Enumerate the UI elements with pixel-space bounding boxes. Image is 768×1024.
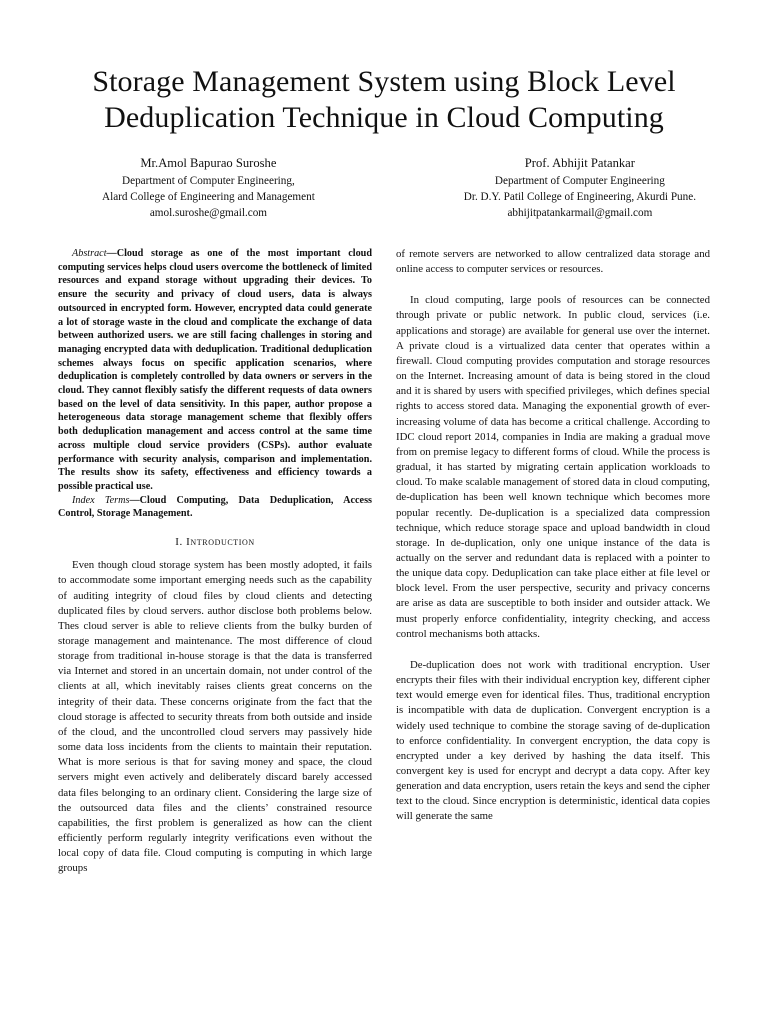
abstract-label: Abstract [72,248,107,259]
intro-paragraph-2: In cloud computing, large pools of resources can be connected through private or public network. In public cloud, services (i.e. applications and storage) are available for general use over the internet. A private cloud is a virtualized data center that operates within a firewall. Cloud computing provides computation and storage resources on the Internet. Increasing amount of data is being stored in the cloud and it is shared by users with specified privileges, which defines special rights to access stored data. Managing the exponential growth of ever-increasing volume of data has become a critical challenge. According to IDC cloud report 2014, companies in India are making a gradual move from on premise legacy to different forms of cloud. While the process is gradual, it has started by migrating certain application workloads to cloud. To make scalable management of stored data in cloud computing, de-duplication has been well known technique which becomes more popular recently. De-duplication is a specialized data compression technique, which reduce storage space and upload bandwidth in cloud storage. In de-duplication, only one unique instance of the data is actually on the server and redundant data is replaced with a pointer to the unique data copy. Deduplication can take place either at file level or block level. From the user perspective, security and privacy concerns are arise as data are susceptible to both insider and outsider attack. We must properly enforce confidentiality, integrity checking, and access control mechanisms both attacks. [396,294,710,640]
author-department: Department of Computer Engineering [494,175,665,187]
left-column [58,247,372,877]
author-affiliation: Alard College of Engineering and Management [102,191,315,203]
body-columns [58,247,710,877]
index-terms-label: Index Terms [72,494,130,506]
section-heading: I. Introduction [175,536,255,549]
author-department: Department of Computer Engineering, [122,175,295,187]
intro-paragraph-3: De-duplication does not work with traditional encryption. User encrypts their files with their individual encryption key, different cipher text would emerge even for identical files. Thus, traditional encryption is incompatible with data de duplication. Convergent encryption is a widely used technique to combine the storage saving of de-duplication to enforce confidentiality. In convergent encryption, the data copy is encrypted under a key derived by hashing the data itself. This convergent key is used for encrypt and decrypt a data copy. After key generation and data encryption, users retain the keys and send the cipher text to the cloud. Since encryption is deterministic, identical data copies will generate the same [396,658,710,823]
right-column [396,247,710,877]
author-affiliation: Dr. D.Y. Patil College of Engineering, Akurdi Pune. [463,191,696,203]
author-email: abhijitpatankarmail@gmail.com [507,207,653,219]
intro-paragraph-1-continued: of remote servers are networked to allow centralized data storage and online access to computer services or resources. [396,248,710,276]
index-terms-text: —Cloud Computing, Data Deduplication, Access Control, Storage Management. [58,494,372,520]
abstract-text: —Cloud storage as one of the most important cloud computing services helps cloud users overcome the bottleneck of limited resources and expand storage without upgrading their devices. To ensure the security and privacy of cloud users, data is always outsourced in encrypted form. However, encrypted data could generate a lot of storage waste in the cloud and complicate the exchange of data between authorized users. we are still facing challenges in storing and managing encrypted data with deduplication. Traditional deduplication schemes always focus on specific application scenarios, where deduplication is completely controlled by data owners or servers in the cloud. They cannot flexibly satisfy the different requests of data owners based on the level of data sensitivity. In this paper, author propose a heterogeneous data storage management scheme that flexibly offers both deduplication management and access control at the same time across multiple cloud service providers (CSPs). author evaluate performance with security analysis, comparison and implementation. The results show its safety, effectiveness and efficiency towards a possible practical use. [58,248,372,492]
author-1 [102,154,315,221]
author-2 [464,154,696,221]
author-name: Prof. Abhijit Patankar [524,156,635,170]
author-block [58,154,710,221]
abstract [58,247,372,494]
intro-paragraph-1: Even though cloud storage system has been mostly adopted, it fails to accommodate some important emerging needs such as the capability of auditing integrity of cloud files by cloud clients and detecting duplicated files by cloud servers. author disclose both problems below. Thes cloud server is able to relieve clients from the bulky burden of storage management and maintenance. The most difference of cloud storage from traditional in-house storage is that the data is transferred via Internet and stored in an uncertain domain, not under control of the clients at all, which inevitably raises clients great concerns on the integrity of their data. These concerns originate from the fact that the cloud storage is affected to security threats from both outside and inside of the cloud, and the uncontrolled cloud servers may passively hide some data loss incidents from the clients to maintain their reputation. What is more serious is that for saving money and space, the cloud servers might even actively and deliberately discard barely accessed data files belonging to an ordinary client. Considering the large size of the outsourced data files and the clients’ constrained resource capabilities, the first problem is generalized as how can the client efficiently perform regularly integrity verifications even without the local copy of data file. Cloud computing is computing in which large groups [58,559,372,875]
index-terms [58,494,372,521]
paper-title: Storage Management System using Block Level Deduplication Technique in Cloud Computing [92,65,676,134]
author-email: amol.suroshe@gmail.com [149,207,267,219]
author-name: Mr.Amol Bapurao Suroshe [140,156,277,170]
